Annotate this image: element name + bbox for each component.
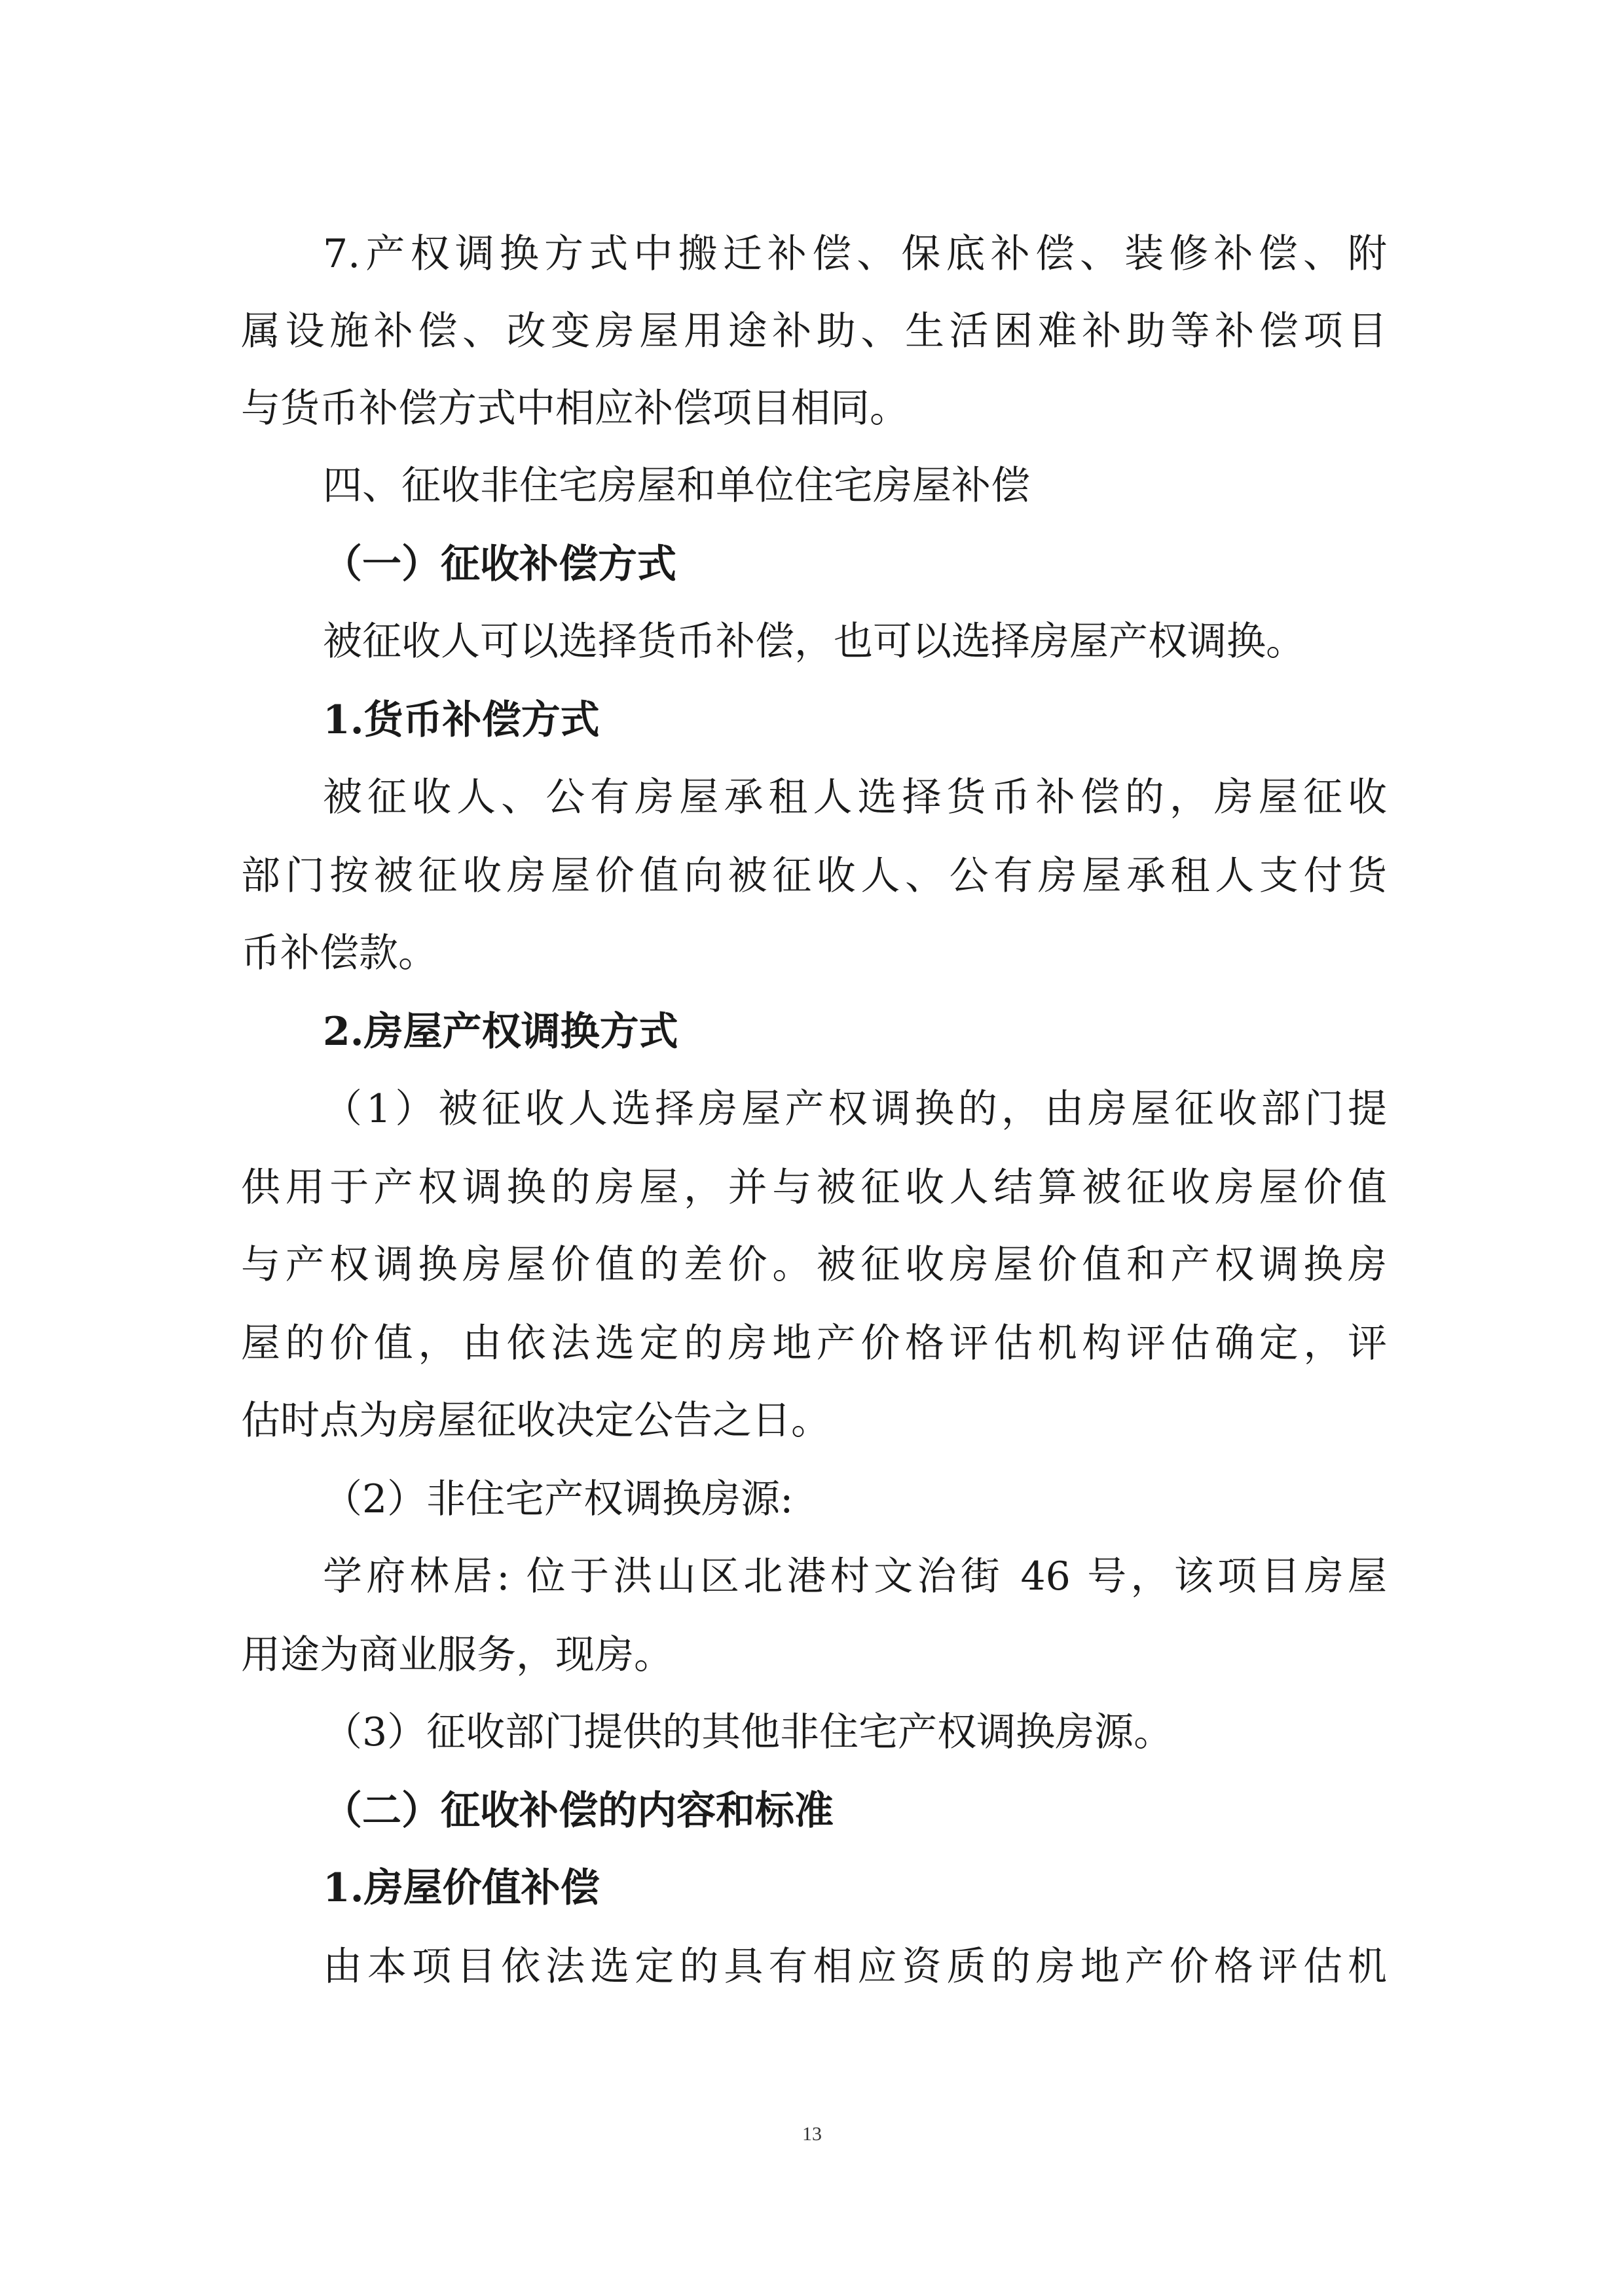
paragraph-line-2: 属设施补偿、改变房屋用途补助、生活困难补助等补偿项目 — [241, 308, 1387, 354]
paragraph-line-19: 用途为商业服务，现房。 — [241, 1632, 673, 1678]
paragraph-line-12: （1）被征收人选择房屋产权调换的，由房屋征收部门提 — [323, 1086, 1387, 1132]
paragraph-line-18: 学府林居: 位于洪山区北港村文治街 46 号，该项目房屋 — [323, 1554, 1387, 1599]
paragraph-line-6: 被征收人可以选择货币补偿，也可以选择房屋产权调换。 — [323, 619, 1305, 665]
page-number: 13 — [802, 2123, 822, 2145]
paragraph-line-10: 币补偿款。 — [241, 930, 437, 976]
item-heading-exchange: 2.房屋产权调换方式 — [323, 1009, 678, 1055]
paragraph-line-1: 7.产权调换方式中搬迁补偿、保底补偿、装修补偿、附 — [323, 231, 1387, 277]
paragraph-line-3: 与货币补偿方式中相应补偿项目相同。 — [241, 386, 909, 431]
item-heading-value: 1.房屋价值补偿 — [323, 1865, 600, 1911]
paragraph-line-16: 估时点为房屋征收决定公告之日。 — [241, 1398, 830, 1444]
paragraph-line-17: （2）非住宅产权调换房源: — [323, 1476, 794, 1522]
section-heading-4: 四、征收非住宅房屋和单位住宅房屋补偿 — [323, 463, 1030, 509]
paragraph-line-23: 由本项目依法选定的具有相应资质的房地产价格评估机 — [323, 1944, 1387, 1990]
subsection-heading-2: （二）征收补偿的内容和标准 — [323, 1788, 834, 1834]
subsection-heading-1: （一）征收补偿方式 — [323, 541, 676, 587]
paragraph-line-15: 屋的价值，由依法选定的房地产价格评估机构评估确定，评 — [241, 1321, 1387, 1366]
paragraph-line-8: 被征收人、公有房屋承租人选择货币补偿的，房屋征收 — [323, 774, 1387, 820]
paragraph-line-13: 供用于产权调换的房屋，并与被征收人结算被征收房屋价值 — [241, 1165, 1387, 1211]
item-heading-monetary: 1.货币补偿方式 — [323, 697, 600, 743]
paragraph-line-20: （3）征收部门提供的其他非住宅产权调换房源。 — [323, 1709, 1173, 1755]
paragraph-line-14: 与产权调换房屋价值的差价。被征收房屋价值和产权调换房 — [241, 1242, 1387, 1288]
paragraph-line-9: 部门按被征收房屋价值向被征收人、公有房屋承租人支付货 — [241, 853, 1387, 899]
